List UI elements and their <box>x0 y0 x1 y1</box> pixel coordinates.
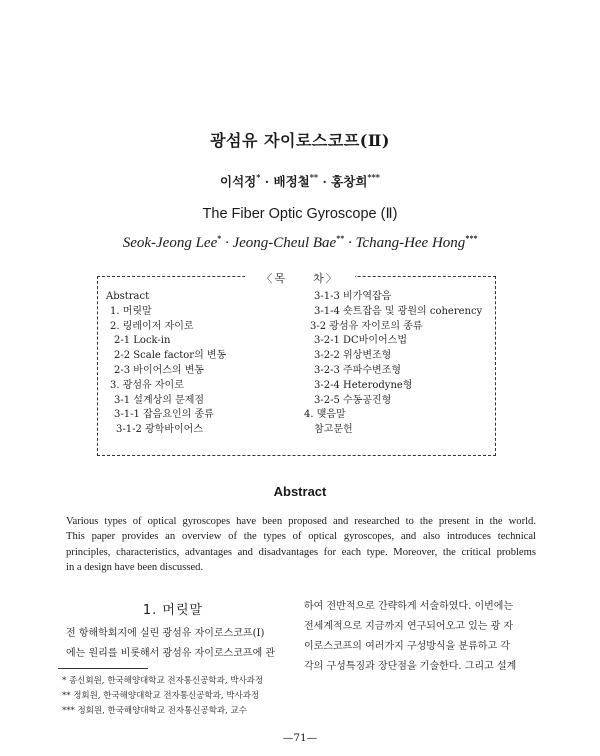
author-ko-1-mark: * <box>256 172 261 182</box>
toc-item: 1. 머릿말 <box>110 305 152 317</box>
author-en-1: Seok-Jeong Lee <box>122 235 218 251</box>
toc-item: 참고문헌 <box>314 424 353 436</box>
author-en-1-mark: * <box>217 234 222 243</box>
toc-item: 3-2-3 주파수변조형 <box>314 364 401 376</box>
abstract-line: in a design have been discussed. <box>66 562 204 574</box>
toc-item: 3-1-4 숏트잡음 및 광원의 coherency <box>314 305 483 317</box>
author-ko-1: 이석정 <box>220 174 257 189</box>
toc-item: 3-1-3 비가역잡음 <box>314 291 392 302</box>
toc-item: 3-2 광섬유 자이로의 종류 <box>310 320 423 332</box>
toc-item: 2-2 Scale factor의 변동 <box>114 350 227 362</box>
author-ko-3: · 홍창희 <box>318 174 368 189</box>
paper-title-en: The Fiber Optic Gyroscope (Ⅱ) <box>202 206 398 222</box>
page-number: —71— <box>282 732 318 744</box>
authors-ko <box>0 172 600 190</box>
toc-right-column <box>304 290 482 438</box>
body-line: 에는 원리를 비롯해서 광섬유 자이로스코프에 관 <box>66 648 276 659</box>
toc-item: 3-1 설계상의 문제점 <box>114 394 205 406</box>
author-ko-2-mark: ** <box>309 172 319 182</box>
body-line: 각의 구성특징과 장단점을 기술한다. 그리고 설계 <box>304 661 517 672</box>
author-en-2: · Jeong-Cheul Bae <box>221 235 337 251</box>
paper-title-ko: 광섬유 자이로스코프(Ⅱ) <box>210 131 390 150</box>
toc-item: 3-1-1 잡음요인의 종류 <box>114 409 214 421</box>
body-line: 이로스코프의 여러가지 구성방식을 분류하고 각 <box>304 641 510 652</box>
toc-item: 3. 광섬유 자이로 <box>110 379 184 391</box>
body-line: 전 항해학회지에 실린 광섬유 자이로스코프(Ⅰ) <box>66 628 265 639</box>
footnote: ** 정회원, 한국해양대학교 전자통신공학과, 박사과정 <box>62 691 260 701</box>
abstract-line: Various types of optical gyroscopes have been proposed and researched to the present in the world. <box>66 516 536 527</box>
toc-item: 2. 링레이저 자이로 <box>110 320 194 332</box>
body-right-column <box>304 597 536 677</box>
toc-item: 3-2-2 위상변조형 <box>314 350 392 362</box>
author-ko-2: · 배정철 <box>260 174 310 189</box>
body-line: 전세계적으로 지금까지 연구되어오고 있는 광 자 <box>304 621 514 632</box>
toc-item: 3-2-1 DC바이어스법 <box>314 335 407 347</box>
toc-item: 2-1 Lock-in <box>114 335 171 347</box>
body-line: 하여 전반적으로 간략하게 서술하였다. 이번에는 <box>304 601 514 612</box>
body-left-column <box>66 624 280 664</box>
section-heading: 1. 머릿말 <box>142 603 204 618</box>
authors-en <box>0 234 600 252</box>
author-en-3: · Tchang-Hee Hong <box>344 235 466 251</box>
abstract-line: principles, characteristics, advantages and disadvantages for each type. Moreover, the critical problems <box>66 546 536 558</box>
toc-item: 2-3 바이어스의 변동 <box>114 364 205 376</box>
abstract-line: This paper provides an overview of the types of optical gyroscopes, and also introduces technical <box>66 531 536 543</box>
abstract-heading: Abstract <box>273 484 327 499</box>
footnotes <box>62 674 263 719</box>
toc-item: 3-2-5 수동공진형 <box>314 394 392 406</box>
toc-left-column <box>106 290 226 438</box>
abstract-body <box>66 514 536 576</box>
toc-item: 4. 맺음말 <box>304 409 346 421</box>
author-ko-3-mark: *** <box>367 172 380 182</box>
footnote: *** 정회원, 한국해양대학교 전자통신공학과, 교수 <box>62 706 247 716</box>
toc-item: 3-2-4 Heterodyne형 <box>314 379 413 391</box>
toc-item: 3-1-2 광학바이어스 <box>116 424 203 436</box>
footnote: * 종신회원, 한국해양대학교 전자통신공학과, 박사과정 <box>62 676 264 686</box>
toc-heading: 〈목 차〉 <box>245 270 355 286</box>
author-en-2-mark: ** <box>336 234 345 243</box>
author-en-3-mark: *** <box>465 234 478 243</box>
toc-item: Abstract <box>106 291 150 302</box>
footnote-divider <box>58 668 148 669</box>
